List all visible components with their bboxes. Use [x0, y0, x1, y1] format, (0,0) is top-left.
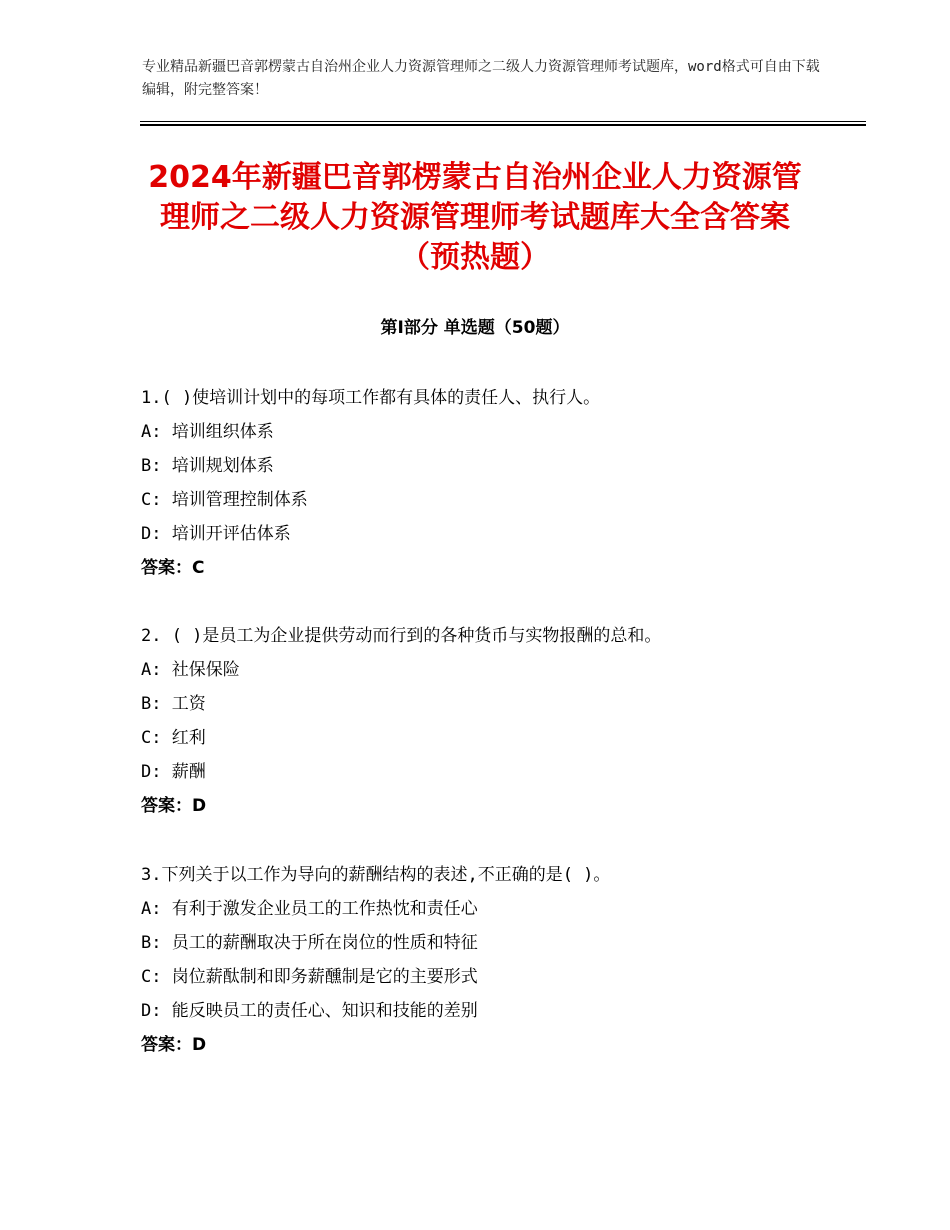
option-b: B: 工资: [141, 694, 206, 714]
option-d: D: 薪酬: [141, 762, 206, 782]
option-a: A: 培训组织体系: [141, 422, 274, 442]
option-a: A: 有利于激发企业员工的工作热忱和责任心: [141, 899, 478, 919]
question-3: [141, 858, 861, 1062]
option-a: A: 社保保险: [141, 660, 240, 680]
question-2: [141, 619, 861, 823]
option-c: C: 岗位薪酞制和即务薪醺制是它的主要形式: [141, 967, 478, 987]
header-note: 专业精品新疆巴音郭楞蒙古自治州企业人力资源管理师之二级人力资源管理师考试题库，word格式可自由下载编辑，附完整答案！: [142, 59, 820, 98]
document-title: 2024年新疆巴音郭楞蒙古自治州企业人力资源管理师之二级人力资源管理师考试题库大全含答案（预热题）: [148, 160, 802, 275]
answer-label: 答案：D: [141, 1035, 207, 1055]
option-c: C: 红利: [141, 728, 206, 748]
option-d: D: 能反映员工的责任心、知识和技能的差别: [141, 1001, 478, 1021]
question-stem: 1.( )使培训计划中的每项工作都有具体的责任人、执行人。: [141, 388, 601, 408]
question-stem: 3.下列关于以工作为导向的薪酬结构的表述,不正确的是( )。: [141, 865, 611, 885]
section-title: 第Ⅰ部分 单选题（50题）: [380, 318, 570, 338]
answer-label: 答案：D: [141, 796, 207, 816]
question-stem: 2. ( )是员工为企业提供劳动而行到的各种货币与实物报酬的总和。: [141, 626, 662, 646]
option-b: B: 培训规划体系: [141, 456, 274, 476]
header-divider-thick: [140, 124, 866, 126]
option-d: D: 培训开评估体系: [141, 524, 291, 544]
answer-label: 答案：C: [141, 558, 205, 578]
header-divider-thin: [140, 121, 866, 122]
option-c: C: 培训管理控制体系: [141, 490, 308, 510]
option-b: B: 员工的薪酬取决于所在岗位的性质和特征: [141, 933, 478, 953]
question-1: [141, 381, 861, 585]
